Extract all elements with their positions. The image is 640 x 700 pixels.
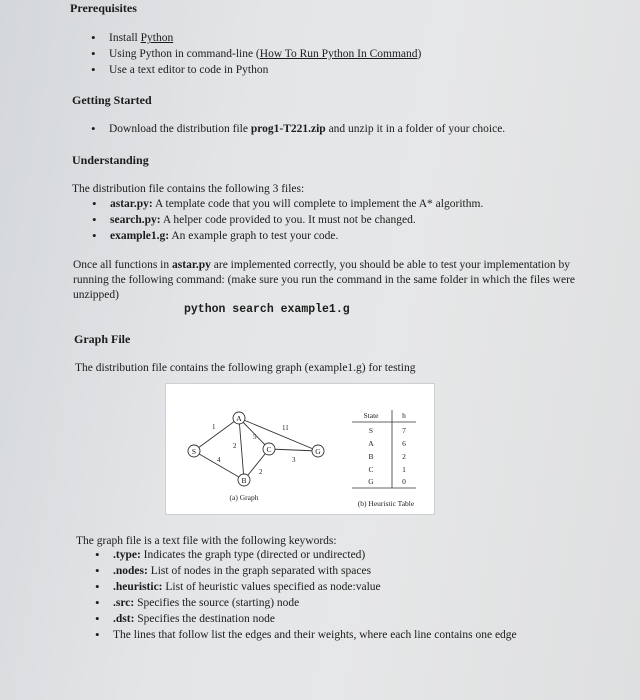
- table-cell: C: [368, 465, 374, 474]
- list-item: • astar.py: A template code that you will complete to implement the A* algorithm.: [92, 196, 592, 212]
- list-item: • example1.g: An example graph to test your code.: [92, 228, 592, 244]
- table-header: h: [402, 411, 406, 420]
- list-item: • Use a text editor to code in Python: [91, 62, 591, 78]
- understanding-heading: Understanding: [72, 153, 149, 167]
- list-item: • .src: Specifies the source (starting) node: [95, 595, 605, 611]
- graph-file-heading: Graph File: [74, 332, 131, 346]
- understanding-intro: The distribution file contains the following 3 files:: [72, 183, 305, 195]
- getting-started-heading: Getting Started: [72, 93, 152, 107]
- table-cell: 6: [402, 439, 406, 448]
- graph-figure-svg: [166, 384, 434, 514]
- node-label: G: [315, 447, 321, 456]
- python-link[interactable]: Python: [140, 32, 174, 44]
- edge-weight: 3: [292, 456, 296, 464]
- list-item: • Download the distribution file prog1-T221.zip and unzip it in a folder of your choice.: [91, 121, 611, 137]
- edge-a-g: [239, 418, 318, 451]
- graph-caption: (a) Graph: [229, 493, 259, 502]
- node-label: B: [241, 476, 247, 485]
- table-cell: G: [368, 477, 374, 486]
- list-item: • .heuristic: List of heuristic values specified as node:value: [95, 579, 605, 595]
- getting-started-list: [91, 121, 611, 137]
- list-item: • .dst: Specifies the destination node: [95, 611, 605, 627]
- keywords-intro: The graph file is a text file with the following keywords:: [76, 535, 337, 547]
- edge-weight: 2: [233, 442, 237, 450]
- table-cell: A: [368, 439, 374, 448]
- keywords-list: [95, 547, 605, 643]
- edge-c-g: [269, 449, 318, 451]
- edge-a-b: [239, 418, 244, 480]
- table-cell: 0: [402, 477, 406, 486]
- list-item: • .type: Indicates the graph type (directed or undirected): [95, 547, 605, 563]
- run-python-link[interactable]: How To Run Python In Command: [259, 48, 418, 60]
- table-header: State: [363, 411, 379, 420]
- node-label: S: [191, 447, 197, 456]
- edge-weight: 4: [217, 456, 221, 464]
- table-cell: B: [368, 452, 374, 461]
- table-cell: 7: [402, 426, 406, 435]
- zip-filename: prog1-T221.zip: [250, 123, 326, 135]
- graph-file-intro: The distribution file contains the following graph (example1.g) for testing: [75, 362, 416, 374]
- edge-weight: 2: [259, 468, 263, 476]
- list-item: • search.py: A helper code provided to you. It must not be changed.: [92, 212, 592, 228]
- prerequisites-heading: Prerequisites: [70, 1, 137, 15]
- edge-weight: 11: [282, 424, 289, 432]
- table-cell: 2: [402, 452, 406, 461]
- run-command: python search example1.g: [184, 303, 350, 316]
- table-cell: 1: [402, 465, 406, 474]
- table-caption: (b) Heuristic Table: [357, 499, 415, 508]
- table-cell: S: [368, 426, 374, 435]
- edge-weight: 5: [253, 433, 257, 441]
- node-label: A: [236, 414, 242, 423]
- list-item: • .nodes: List of nodes in the graph separated with spaces: [95, 563, 605, 579]
- graph-figure: [165, 383, 435, 515]
- prerequisites-list: [91, 30, 591, 78]
- files-list: [92, 196, 592, 244]
- list-item: • Install Python: [91, 30, 591, 46]
- edge-weight: 1: [212, 423, 216, 431]
- run-instructions: Once all functions in astar.py are implemented correctly, you should be able to test your implementation by running the following command: (make sure you run the command in the same folder in which the files were unzipped): [73, 259, 576, 301]
- list-item: • The lines that follow list the edges and their weights, where each line contains one edge: [95, 627, 605, 643]
- node-label: C: [266, 445, 272, 454]
- list-item: • Using Python in command-line (How To Run Python In Command): [91, 46, 591, 62]
